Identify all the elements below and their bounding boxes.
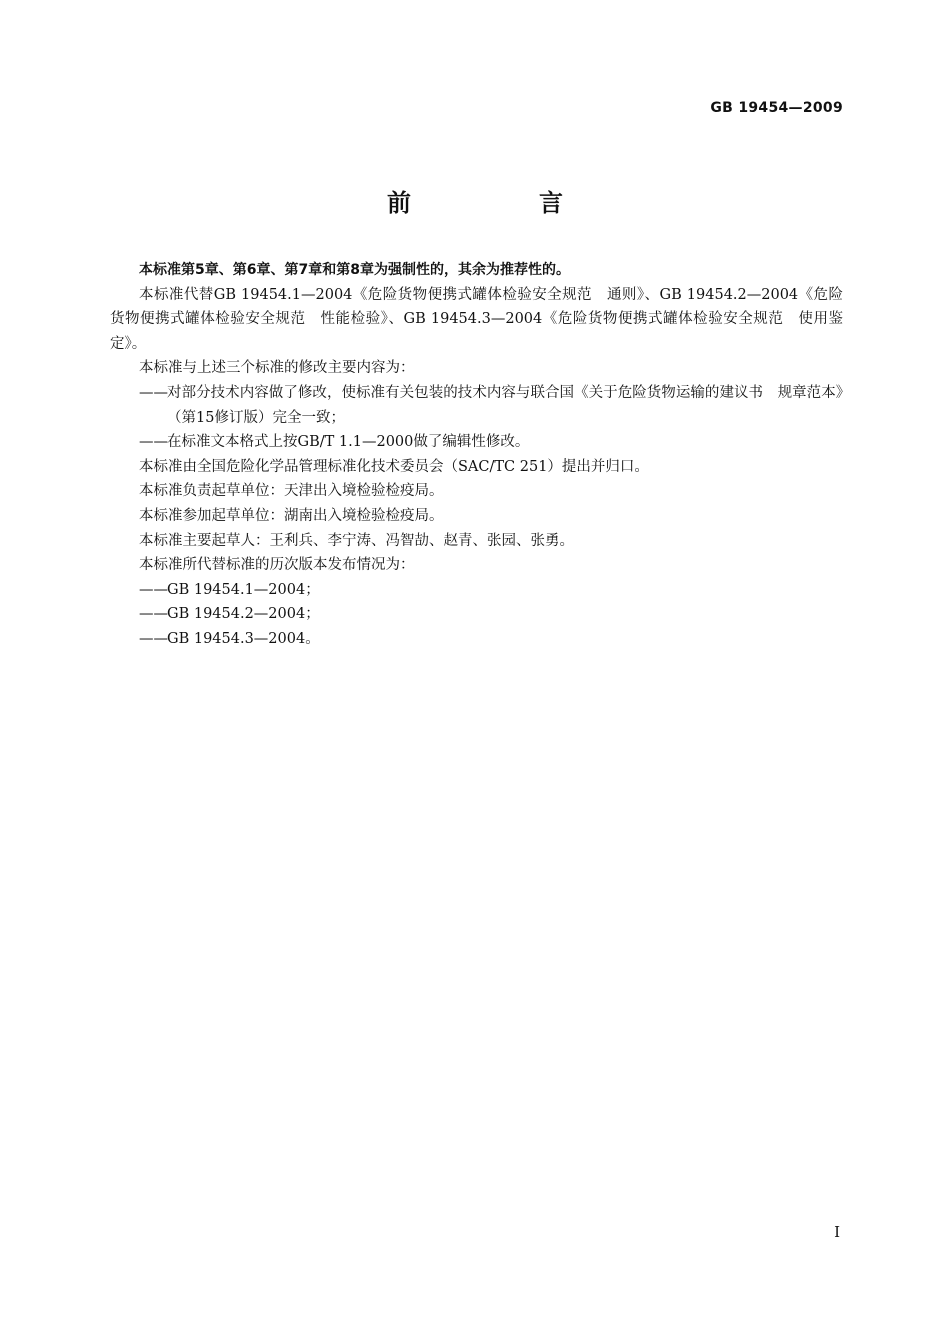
dash-marker: —— xyxy=(139,581,168,598)
dash-marker: —— xyxy=(139,606,168,623)
paragraph-main-drafters: 本标准主要起草人：王利兵、李宁涛、冯智劼、赵青、张园、张勇。 xyxy=(139,532,574,549)
page-number: I xyxy=(834,1223,840,1241)
list-item-change-2 xyxy=(110,430,843,455)
list-item-text: 对部分技术内容做了修改，使标准有关包装的技术内容与联合国《关于危险货物运输的建议书 规章范本》（第15修订版）完全一致； xyxy=(167,384,843,426)
paragraph-replaces: 本标准代替GB 19454.1—2004《危险货物便携式罐体检验安全规范 通则》、GB 19454.2—2004《危险货物便携式罐体检验安全规范 性能检验》、GB 19454.3—2004《危险货物便携式罐体检验安全规范 使用鉴定》。 xyxy=(110,286,843,352)
dash-marker: —— xyxy=(139,384,168,401)
list-item-change-1 xyxy=(110,381,843,430)
paragraph-participating-drafter: 本标准参加起草单位：湖南出入境检验检疫局。 xyxy=(139,507,444,524)
list-item-text: GB 19454.3—2004。 xyxy=(167,630,320,647)
list-item-text: 在标准文本格式上按GB/T 1.1—2000做了编辑性修改。 xyxy=(167,434,530,451)
list-item-history-3 xyxy=(110,627,843,652)
list-item-text: GB 19454.1—2004； xyxy=(167,581,320,598)
paragraph-history-intro: 本标准所代替标准的历次版本发布情况为： xyxy=(139,557,415,574)
dash-marker: —— xyxy=(139,630,168,647)
paragraph-proposer: 本标准由全国危险化学品管理标准化技术委员会（SAC/TC 251）提出并归口。 xyxy=(139,458,649,475)
list-item-text: GB 19454.2—2004； xyxy=(167,606,320,623)
paragraph-changes-intro: 本标准与上述三个标准的修改主要内容为： xyxy=(139,360,415,377)
list-item-history-1 xyxy=(110,578,843,603)
foreword-body xyxy=(110,258,843,652)
dash-marker: —— xyxy=(139,434,168,451)
paragraph-lead-drafter: 本标准负责起草单位：天津出入境检验检疫局。 xyxy=(139,483,444,500)
paragraph-mandatory-chapters: 本标准第5章、第6章、第7章和第8章为强制性的，其余为推荐性的。 xyxy=(139,262,570,278)
standard-number: GB 19454—2009 xyxy=(710,100,843,116)
page-title: 前 言 xyxy=(387,189,615,217)
list-item-history-2 xyxy=(110,602,843,627)
